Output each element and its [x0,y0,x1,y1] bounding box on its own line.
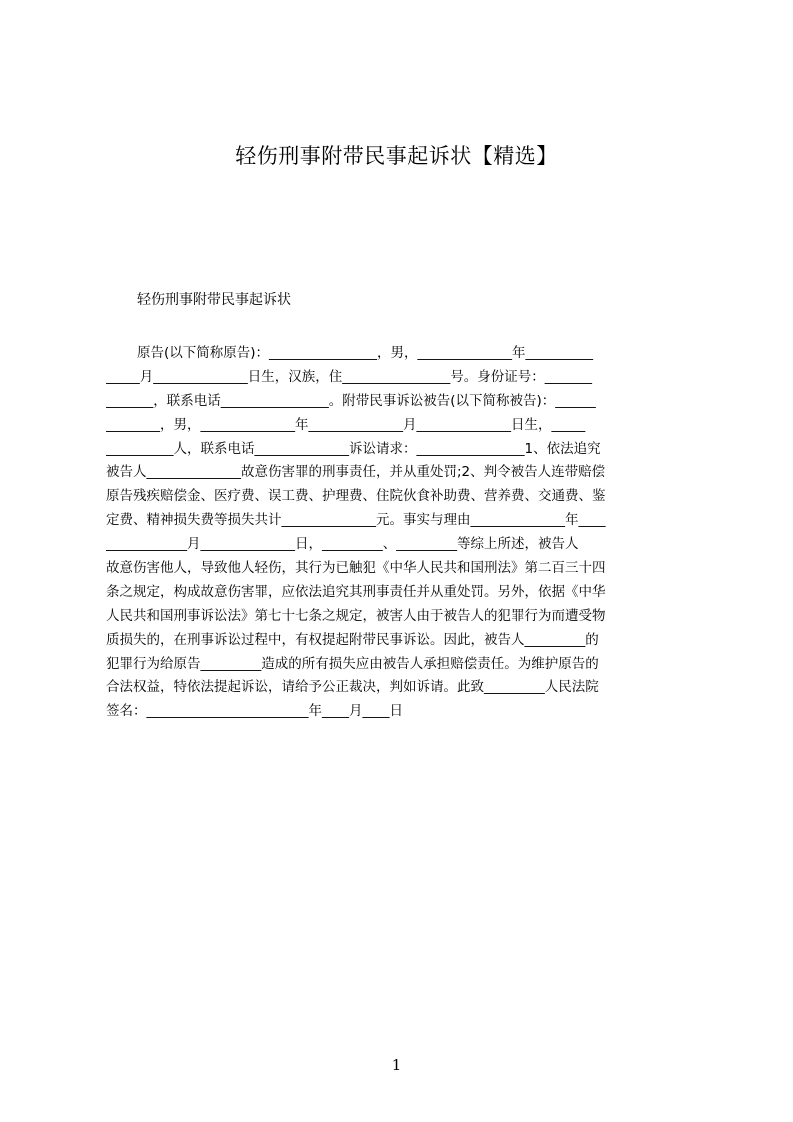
body-line-14: 犯罪行为给原告_________造成的所有损失应由被告人承担赔偿责任。为维护原告的 [106,655,599,672]
body-line-11: 条之规定，构成故意伤害罪，应依法追究其刑事责任并从重处罚。另外，依据《中华 [106,583,606,600]
body-line-12: 人民共和国刑事诉讼法》第七十七条之规定，被害人由于被告人的犯罪行为而遭受物 [106,607,606,624]
body-line-9: ____________月______________日，_________、_________等综上所述，被告人 [106,536,579,553]
body-line-7: 原告残疾赔偿金、医疗费、误工费、护理费、住院伙食补助费、营养费、交通费、鉴 [106,488,606,505]
document-body [106,342,698,772]
body-line-3: _______，联系电话________________。附带民事诉讼被告(以下简称被告)：______ [106,392,596,409]
body-line-15: 合法权益，特依法提起诉讼，请给予公正裁决，判如诉请。此致_________人民法院 [106,679,599,696]
page-number: 1 [391,1056,402,1074]
body-line-2: _____月______________日生，汉族，住________________号。身份证号：_______ [106,368,592,385]
body-line-1: 原告(以下简称原告)：________________，男，______________年__________ [137,345,594,361]
document-title: 轻伤刑事附带民事起诉状【精选】 [235,144,558,168]
body-line-13: 质损失的，在刑事诉讼过程中，有权提起附带民事诉讼。因此，被告人_________的 [106,631,599,648]
body-line-10: 故意伤害他人，导致他人轻伤，其行为已触犯《中华人民共和国刑法》第二百三十四 [106,560,606,577]
signature-line: 签名：________________________年____月____日 [106,703,403,720]
body-line-8: 定费、精神损失费等损失共计______________元。事实与理由______________年____ [106,512,606,529]
document-subtitle: 轻伤刑事附带民事起诉状 [137,292,291,308]
body-line-4: ________，男，______________年______________月______________日生，_____ [106,416,586,433]
body-line-6: 被告人______________故意伤害罪的刑事责任，并从重处罚;2、判令被告人连带赔偿 [106,464,606,481]
body-line-5: __________人，联系电话______________诉讼请求：________________1、依法追究 [106,440,601,457]
